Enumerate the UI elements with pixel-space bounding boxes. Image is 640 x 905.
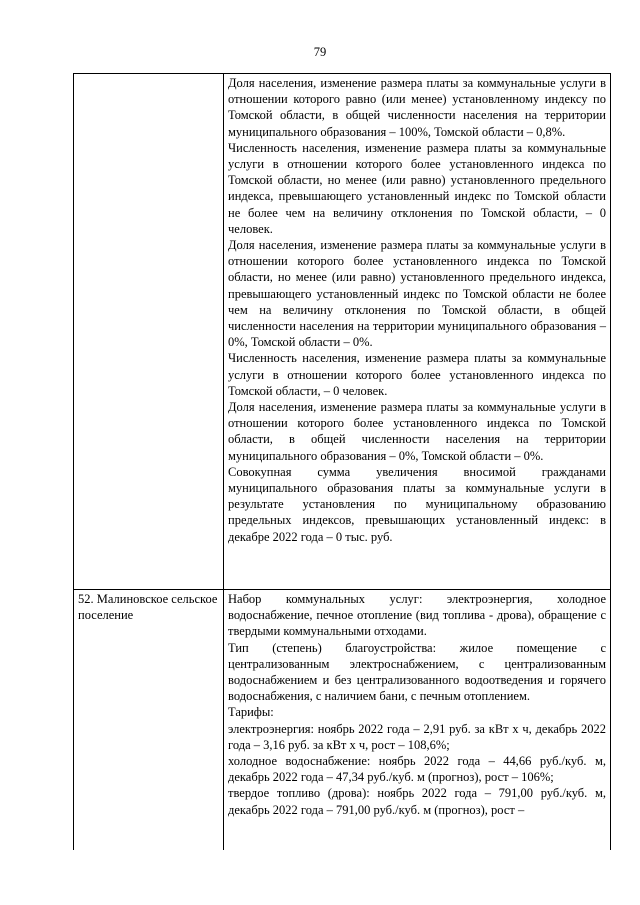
paragraph: Совокупная сумма увеличения вносимой гражданами муниципального образования платы за коммунальные услуги в результате установления по муниципальному образованию предельных индексов, превышающих установленный индекс: в декабре 2022 года – 0 тыс. руб. <box>228 464 606 544</box>
paragraph: твердое топливо (дрова): ноябрь 2022 года – 791,00 руб./куб. м, декабрь 2022 года – 791,00 руб./куб. м (прогноз), рост – <box>228 786 606 817</box>
paragraph: Тип (степень) благоустройства: жилое помещение с централизованным электроснабжением, с централизованным водоснабжением и без централизованного водоотведения и горячего водоснабжения, с наличием бани, с печным отоплением. <box>228 640 606 704</box>
page-number: 79 <box>313 45 327 59</box>
paragraph: Численность населения, изменение размера платы за коммунальные услуги в отношении которого более установленного индекса по Томской области, но менее (или равно) установленного предельного индекса, превышающего установленный индекс по Томской области не более чем на величину отклонения по Томской области, – 0 человек. <box>228 140 606 236</box>
paragraph: Численность населения, изменение размера платы за коммунальные услуги в отношении которого более установленного индекса по Томской области, – 0 человек. <box>228 351 606 398</box>
municipality-cell <box>74 74 224 590</box>
paragraph: Набор коммунальных услуг: электроэнергия, холодное водоснабжение, печное отопление (вид топлива - дрова), обращение с твердыми коммунальными отходами. <box>228 592 606 639</box>
paragraph: электроэнергия: ноябрь 2022 года – 2,91 руб. за кВт х ч, декабрь 2022 года – 3,16 руб. за кВт х ч, рост – 108,6%; <box>228 721 606 752</box>
cell-content <box>228 591 606 850</box>
indicators-cell <box>224 74 611 590</box>
table-row <box>74 74 611 590</box>
indicators-cell <box>224 590 611 851</box>
municipality-cell <box>74 590 224 851</box>
table-row <box>74 590 611 851</box>
tariff-table <box>73 73 611 850</box>
paragraph: холодное водоснабжение: ноябрь 2022 года – 44,66 руб./куб. м, декабрь 2022 года – 47,34 руб./куб. м (прогноз), рост – 106%; <box>228 754 606 785</box>
paragraph: Доля населения, изменение размера платы за коммунальные услуги в отношении которого равно (или менее) установленному индексу по Томской области, в общей численности населения на территории муниципального образования – 100%, Томской области – 0,8%. <box>228 76 606 139</box>
municipality-name: 52. Малиновское сельское поселение <box>78 592 218 623</box>
paragraph: Тарифы: <box>228 705 274 720</box>
paragraph: Доля населения, изменение размера платы за коммунальные услуги в отношении которого более установленного индекса по Томской области, в общей численности населения на территории муниципального образования – 0%, Томской области – 0%. <box>228 400 606 463</box>
paragraph: Доля населения, изменение размера платы за коммунальные услуги в отношении которого более установленного индекса по Томской области, но менее (или равно) установленного предельного индекса, превышающего установленный индекс по Томской области не более чем на величину отклонения по Томской области, в общей численности населения на территории муниципального образования – 0%, Томской области – 0%. <box>228 238 606 350</box>
